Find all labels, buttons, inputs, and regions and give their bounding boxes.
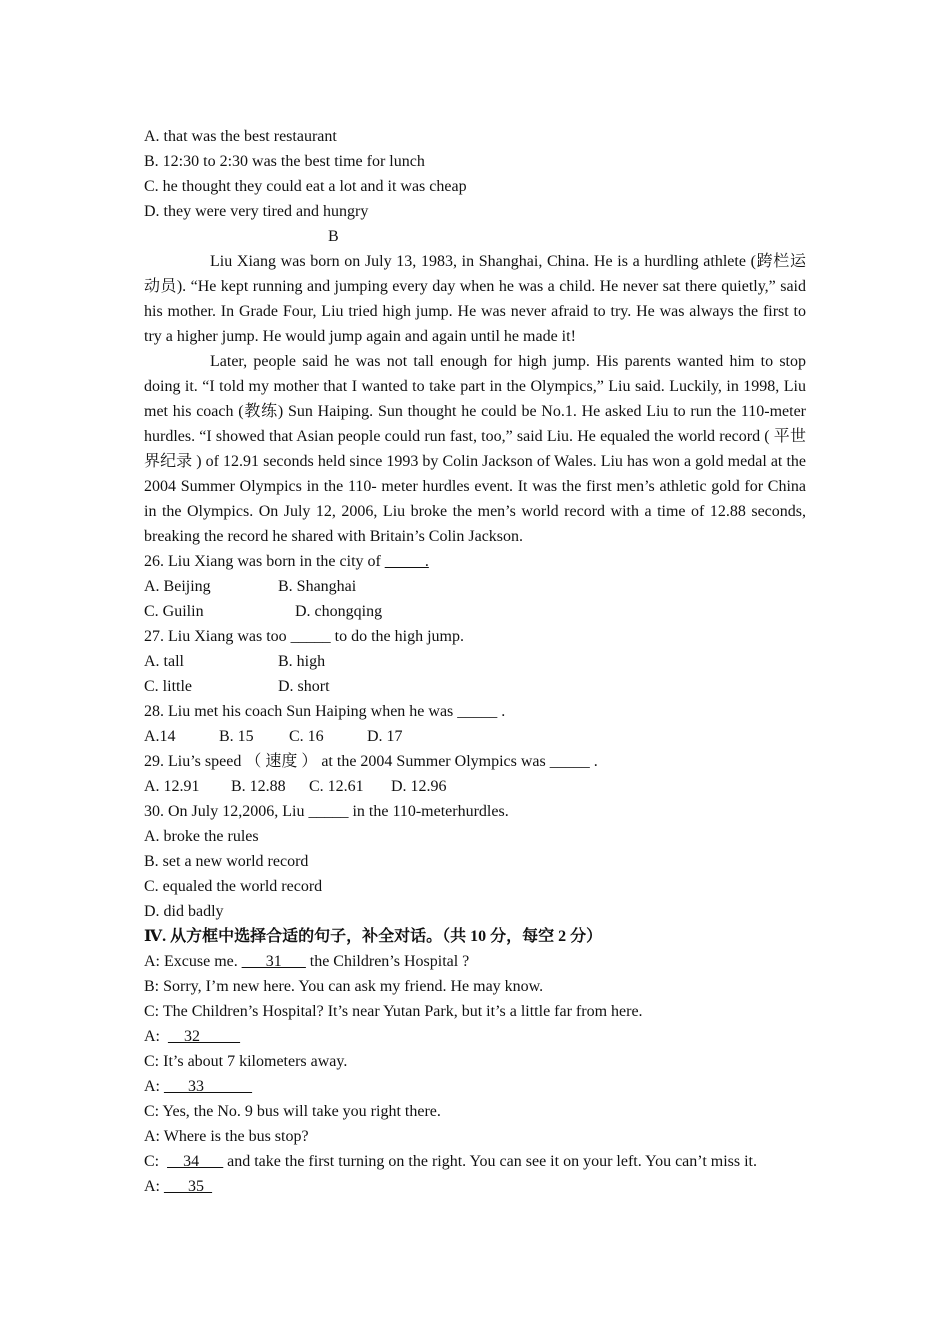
- q26-options-row-1: [144, 574, 806, 599]
- blank-35: ___35_: [164, 1178, 212, 1195]
- q26-stem-text: 26. Liu Xiang was born in the city of: [144, 553, 381, 570]
- question-28: [144, 699, 806, 749]
- passage-b-paragraph-1: Liu Xiang was born on July 13, 1983, in Shanghai, China. He is a hurdling athlete (跨栏运动员). “He kept running and jumping every day when he was a child. He never sat there quietly,” said his mother. In Grade Four, Liu tried high jump. He was never afraid to try. He was always the first to try a higher jump. He would jump again and again until he made it!: [144, 253, 806, 345]
- q25-option-d: D. they were very tired and hungry: [144, 203, 369, 220]
- dialogue-line-9-prefix: C:: [144, 1153, 168, 1170]
- dialogue-line-4: [144, 1024, 806, 1049]
- dialogue-line-5: C: It’s about 7 kilometers away.: [144, 1053, 348, 1070]
- q30-option-b: B. set a new world record: [144, 853, 309, 870]
- dialogue-line-1: [144, 949, 806, 974]
- q25-option-a: A. that was the best restaurant: [144, 128, 337, 145]
- blank-33: ___33______: [164, 1078, 252, 1095]
- q28-stem: 28. Liu met his coach Sun Haiping when he was _____ .: [144, 703, 506, 720]
- dialogue-line-6-prefix: A:: [144, 1078, 164, 1095]
- q27-option-d: D. short: [278, 678, 330, 695]
- q29-option-a: A. 12.91: [144, 778, 200, 795]
- passage-b-paragraph-2: Later, people said he was not tall enough for high jump. His parents wanted him to stop doing it. “I told my mother that I wanted to take part in the Olympics,” Liu said. Luckily, in 1998, Liu met his coach (教练) Sun Haiping. Sun thought he could be No.1. He asked Liu to run the 110-meter hurdles. “I showed that Asian people could run fast, too,” said Liu. He equaled the world record ( 平世界纪录 ) of 12.91 seconds held since 1993 by Colin Jackson of Wales. Liu has won a gold medal at the 2004 Summer Olympics in the 110- meter hurdles event. It was the first men’s athletic gold for China in the Olympics. On July 12, 2006, Liu broke the men’s world record with a time of 12.88 seconds, breaking the record he shared with Britain’s Colin Jackson.: [144, 353, 806, 545]
- q29-option-b: B. 12.88: [231, 778, 286, 795]
- q30-option-a: A. broke the rules: [144, 828, 259, 845]
- q28-option-d: D. 17: [367, 728, 403, 745]
- q26-options-row-2: [144, 599, 806, 624]
- q26-option-c: C. Guilin: [144, 603, 204, 620]
- dialogue-line-4-prefix: A:: [144, 1028, 168, 1045]
- q28-option-a: A.14: [144, 728, 176, 745]
- dialogue-line-3: C: The Children’s Hospital? It’s near Yutan Park, but it’s a little far from here.: [144, 1003, 643, 1020]
- q27-option-b: B. high: [278, 653, 326, 670]
- q29-option-d: D. 12.96: [391, 778, 447, 795]
- dialogue-line-10: [144, 1174, 806, 1199]
- q26-stem: [144, 549, 806, 574]
- q26-option-a: A. Beijing: [144, 578, 211, 595]
- q30-stem: 30. On July 12,2006, Liu _____ in the 110-meterhurdles.: [144, 803, 509, 820]
- q28-option-b: B. 15: [219, 728, 254, 745]
- blank-32: __32_____: [168, 1028, 240, 1045]
- dialogue-line-9-suffix: and take the first turning on the right. You can see it on your left. You can’t miss it.: [223, 1153, 757, 1170]
- question-30: [144, 799, 806, 924]
- dialogue-line-1-suffix: the Children’s Hospital ?: [305, 953, 470, 970]
- section-4-heading: Ⅳ. 从方框中选择合适的句子，补全对话。（共 10 分，每空 2 分）: [144, 928, 603, 945]
- q27-options-row-2: [144, 674, 806, 699]
- question-27: [144, 624, 806, 699]
- dialogue-line-2: B: Sorry, I’m new here. You can ask my friend. He may know.: [144, 978, 544, 995]
- q29-stem: 29. Liu’s speed （ 速度 ） at the 2004 Summer Olympics was _____ .: [144, 753, 598, 770]
- question-26: [144, 549, 806, 624]
- q26-option-b: B. Shanghai: [278, 578, 357, 595]
- q27-options-row-1: [144, 649, 806, 674]
- dialogue: [144, 949, 806, 1199]
- q28-option-c: C. 16: [289, 728, 324, 745]
- blank-31: ___31___: [241, 953, 306, 970]
- q25-option-b: B. 12:30 to 2:30 was the best time for lunch: [144, 153, 425, 170]
- exam-page: [144, 124, 806, 1199]
- blank-34: __34___: [167, 1153, 224, 1170]
- dialogue-line-1-prefix: A: Excuse me.: [144, 953, 242, 970]
- q25-options: [144, 124, 806, 224]
- q28-options: [144, 724, 806, 749]
- q26-option-d: D. chongqing: [295, 603, 383, 620]
- passage-b-label: B: [328, 228, 339, 245]
- q26-blank: _____.: [384, 553, 429, 570]
- dialogue-line-8: A: Where is the bus stop?: [144, 1128, 309, 1145]
- dialogue-line-10-prefix: A:: [144, 1178, 164, 1195]
- q29-option-c: C. 12.61: [309, 778, 364, 795]
- q27-stem: 27. Liu Xiang was too _____ to do the high jump.: [144, 628, 464, 645]
- q30-option-c: C. equaled the world record: [144, 878, 323, 895]
- q29-options: [144, 774, 806, 799]
- q25-option-c: C. he thought they could eat a lot and it was cheap: [144, 178, 467, 195]
- question-29: [144, 749, 806, 799]
- q30-option-d: D. did badly: [144, 903, 224, 920]
- dialogue-line-6: [144, 1074, 806, 1099]
- q27-option-c: C. little: [144, 678, 192, 695]
- q27-option-a: A. tall: [144, 653, 184, 670]
- dialogue-line-7: C: Yes, the No. 9 bus will take you right there.: [144, 1103, 441, 1120]
- dialogue-line-9: [144, 1149, 806, 1174]
